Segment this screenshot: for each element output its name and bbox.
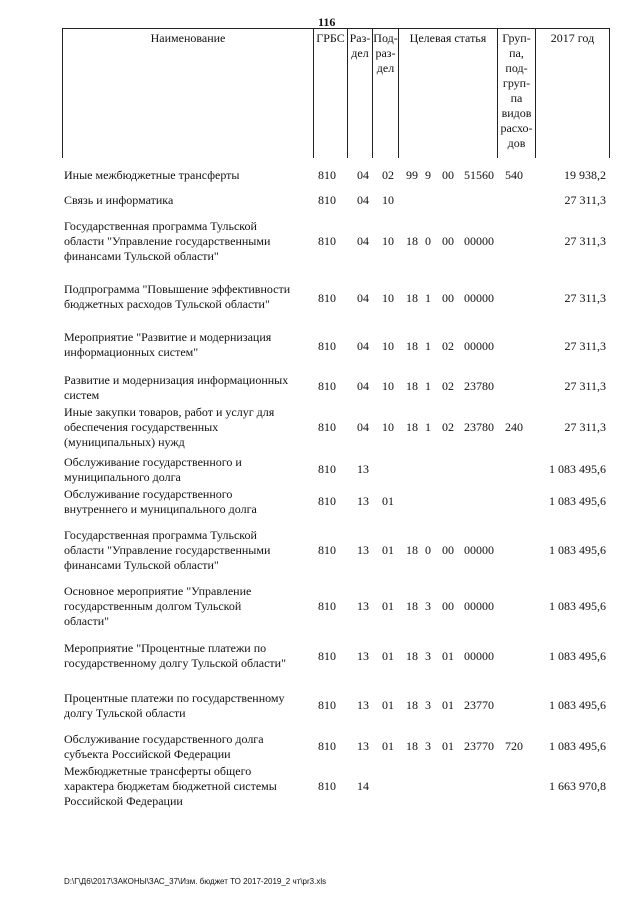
row-sum: 27 311,3 [564,234,606,248]
row-target-2: 9 [425,168,431,182]
row-grbs: 810 [318,739,336,753]
row-podrazdel: 10 [382,339,394,353]
row-target-3: 01 [442,649,454,663]
row-sum: 27 311,3 [564,193,606,207]
row-sum: 27 311,3 [564,291,606,305]
row-name: Государственная программа Тульской области "Управление государственными финансами Тульской области" [64,219,271,263]
header-year-2017: 2017 год [535,28,610,158]
row-target-1: 18 [406,379,418,393]
row-target-2: 3 [425,739,431,753]
row-grbs: 810 [318,649,336,663]
row-grbs: 810 [318,339,336,353]
row-razdel: 04 [357,193,369,207]
row-expense-type: 240 [505,420,523,434]
row-grbs: 810 [318,234,336,248]
row-grbs: 810 [318,379,336,393]
row-name: Развитие и модернизация информационных систем [64,373,289,402]
row-target-2: 3 [425,649,431,663]
row-sum: 19 938,2 [564,168,606,182]
row-grbs: 810 [318,168,336,182]
row-target-1: 18 [406,339,418,353]
row-grbs: 810 [318,291,336,305]
row-grbs: 810 [318,494,336,508]
row-razdel: 13 [357,599,369,613]
row-name: Подпрограмма "Повышение эффективности бюджетных расходов Тульской области" [64,282,291,311]
row-podrazdel: 02 [382,168,394,182]
row-podrazdel: 10 [382,193,394,207]
row-podrazdel: 01 [382,649,394,663]
page-number: 116 [318,15,336,29]
row-sum: 1 083 495,6 [549,649,606,663]
row-grbs: 810 [318,698,336,712]
row-razdel: 04 [357,420,369,434]
row-name: Иные закупки товаров, работ и услуг для обеспечения государственных (муниципальных) нужд [64,405,275,449]
row-target-1: 99 [406,168,418,182]
row-razdel: 04 [357,379,369,393]
row-target-3: 02 [442,379,454,393]
row-razdel: 13 [357,739,369,753]
row-sum: 1 083 495,6 [549,698,606,712]
row-target-2: 1 [425,291,431,305]
row-razdel: 13 [357,543,369,557]
row-razdel: 14 [357,779,369,793]
row-razdel: 13 [357,494,369,508]
header-expense-type: Груп- па, под- груп- па видов расхо- дов [497,28,535,158]
header-razdel: Раз- дел [347,28,372,158]
row-target-3: 01 [442,739,454,753]
row-name: Процентные платежи по государственному долгу Тульской области [64,691,285,720]
row-target-2: 1 [425,420,431,434]
row-target-3: 00 [442,291,454,305]
header-grbs: ГРБС [313,28,347,158]
row-target-1: 18 [406,739,418,753]
row-target-2: 0 [425,543,431,557]
row-sum: 1 083 495,6 [549,462,606,476]
row-razdel: 13 [357,462,369,476]
row-podrazdel: 01 [382,698,394,712]
row-target-1: 18 [406,543,418,557]
row-target-4: 00000 [464,543,494,557]
row-target-1: 18 [406,649,418,663]
row-sum: 1 083 495,6 [549,494,606,508]
row-target-4: 00000 [464,599,494,613]
row-target-1: 18 [406,698,418,712]
row-target-1: 18 [406,599,418,613]
row-name: Связь и информатика [64,193,174,207]
row-target-4: 00000 [464,291,494,305]
row-podrazdel: 10 [382,234,394,248]
row-expense-type: 720 [505,739,523,753]
row-sum: 27 311,3 [564,420,606,434]
row-target-2: 0 [425,234,431,248]
row-razdel: 04 [357,168,369,182]
row-grbs: 810 [318,193,336,207]
header-target-article: Целевая статья [398,28,497,158]
row-grbs: 810 [318,599,336,613]
row-target-1: 18 [406,291,418,305]
row-sum: 1 663 970,8 [549,779,606,793]
row-target-2: 3 [425,599,431,613]
row-name: Государственная программа Тульской области "Управление государственными финансами Тульской области" [64,528,271,572]
row-sum: 27 311,3 [564,379,606,393]
row-target-4: 00000 [464,649,494,663]
row-name: Мероприятие "Развитие и модернизация информационных систем" [64,330,272,359]
row-grbs: 810 [318,543,336,557]
header-name: Наименование [62,28,313,158]
row-name: Обслуживание государственного внутреннего и муниципального долга [64,487,257,516]
row-target-3: 02 [442,420,454,434]
row-razdel: 04 [357,339,369,353]
row-razdel: 13 [357,698,369,712]
row-target-3: 00 [442,543,454,557]
row-target-2: 3 [425,698,431,712]
row-target-3: 00 [442,599,454,613]
row-grbs: 810 [318,420,336,434]
row-target-4: 23770 [464,739,494,753]
row-grbs: 810 [318,462,336,476]
row-sum: 1 083 495,6 [549,543,606,557]
row-target-4: 23780 [464,420,494,434]
row-podrazdel: 10 [382,420,394,434]
row-expense-type: 540 [505,168,523,182]
row-target-3: 00 [442,168,454,182]
row-podrazdel: 01 [382,543,394,557]
row-target-4: 23770 [464,698,494,712]
row-sum: 1 083 495,6 [549,739,606,753]
row-name: Иные межбюджетные трансферты [64,168,240,182]
row-sum: 1 083 495,6 [549,599,606,613]
file-path-footer: D:\Г\Д6\2017\ЗАКОНЫ\ЗАС_37\Изм. бюджет ТО 2017-2019_2 чт\pr3.xls [64,877,327,886]
row-razdel: 04 [357,234,369,248]
row-name: Основное мероприятие "Управление государственным долгом Тульской области" [64,584,252,628]
row-target-2: 1 [425,379,431,393]
row-target-4: 00000 [464,234,494,248]
row-podrazdel: 01 [382,494,394,508]
row-razdel: 13 [357,649,369,663]
header-podrazdel: Под- раз- дел [372,28,398,158]
row-target-3: 00 [442,234,454,248]
row-target-4: 00000 [464,339,494,353]
row-target-4: 23780 [464,379,494,393]
row-name: Обслуживание государственного и муниципального долга [64,455,242,484]
row-target-1: 18 [406,234,418,248]
row-name: Обслуживание государственного долга субъекта Российской Федерации [64,732,264,761]
row-target-3: 02 [442,339,454,353]
row-podrazdel: 10 [382,291,394,305]
row-sum: 27 311,3 [564,339,606,353]
row-target-4: 51560 [464,168,494,182]
row-razdel: 04 [357,291,369,305]
row-podrazdel: 01 [382,739,394,753]
row-name: Межбюджетные трансферты общего характера бюджетам бюджетной системы Российской Федерации [64,764,277,808]
row-name: Мероприятие "Процентные платежи по государственному долгу Тульской области" [64,641,286,670]
row-podrazdel: 01 [382,599,394,613]
row-target-2: 1 [425,339,431,353]
row-target-1: 18 [406,420,418,434]
row-target-3: 01 [442,698,454,712]
row-podrazdel: 10 [382,379,394,393]
row-grbs: 810 [318,779,336,793]
